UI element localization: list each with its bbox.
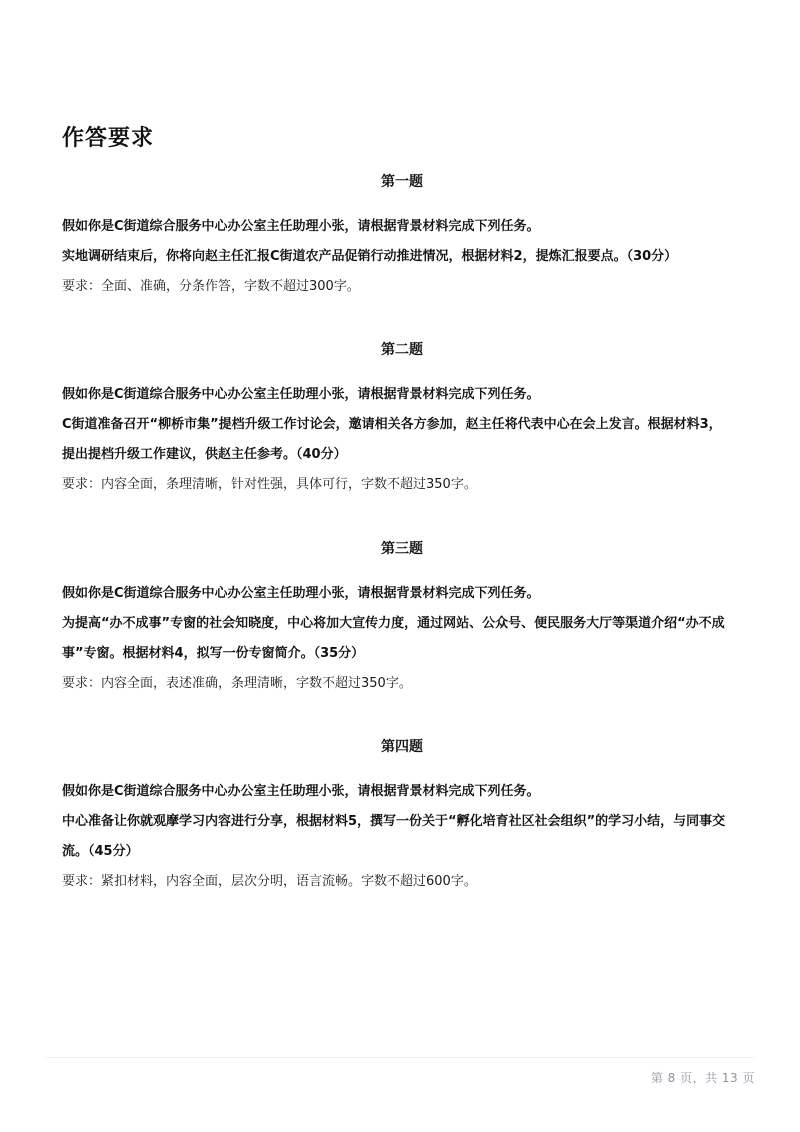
question-1	[62, 172, 742, 302]
question-task-line: 提出提档升级工作建议，供赵主任参考。（40分）	[62, 447, 347, 462]
footer-divider	[45, 1057, 755, 1058]
page-number: 第 8 页，共 13 页	[650, 1071, 755, 1085]
question-role: 假如你是C街道综合服务中心办公室主任助理小张，请根据背景材料完成下列任务。	[62, 784, 540, 799]
question-requirement: 要求：紧扣材料，内容全面，层次分明，语言流畅。字数不超过600字。	[62, 874, 477, 889]
question-task-line: 中心准备让你就观摩学习内容进行分享，根据材料5，撰写一份关于“孵化培育社区社会组织”的学习小结，与同事交	[62, 814, 726, 829]
question-task-line: 实地调研结束后，你将向赵主任汇报C街道农产品促销行动推进情况，根据材料2，提炼汇报要点。（30分）	[62, 249, 678, 264]
question-requirement: 要求：全面、准确，分条作答，字数不超过300字。	[62, 279, 360, 294]
question-task-line: 为提高“办不成事”专窗的社会知晓度，中心将加大宣传力度，通过网站、公众号、便民服务大厅等渠道介绍“办不成	[62, 616, 725, 631]
question-task-line: C街道准备召开“柳桥市集”提档升级工作讨论会，邀请相关各方参加，赵主任将代表中心在会上发言。根据材料3，	[62, 417, 722, 432]
question-task-line: 事”专窗。根据材料4，拟写一份专窗简介。（35分）	[62, 646, 365, 661]
question-heading: 第四题	[381, 739, 423, 755]
question-requirement: 要求：内容全面，条理清晰，针对性强，具体可行，字数不超过350字。	[62, 477, 477, 492]
question-heading: 第三题	[381, 541, 423, 557]
question-task-line: 流。（45分）	[62, 844, 139, 859]
page-title: 作答要求	[62, 126, 155, 151]
question-requirement: 要求：内容全面，表述准确，条理清晰，字数不超过350字。	[62, 676, 412, 691]
question-3	[62, 539, 742, 699]
question-role: 假如你是C街道综合服务中心办公室主任助理小张，请根据背景材料完成下列任务。	[62, 586, 540, 601]
question-role: 假如你是C街道综合服务中心办公室主任助理小张，请根据背景材料完成下列任务。	[62, 219, 540, 234]
question-heading: 第二题	[381, 342, 423, 358]
question-2	[62, 340, 742, 500]
question-heading: 第一题	[381, 174, 423, 190]
question-4	[62, 737, 742, 897]
question-role: 假如你是C街道综合服务中心办公室主任助理小张，请根据背景材料完成下列任务。	[62, 387, 540, 402]
